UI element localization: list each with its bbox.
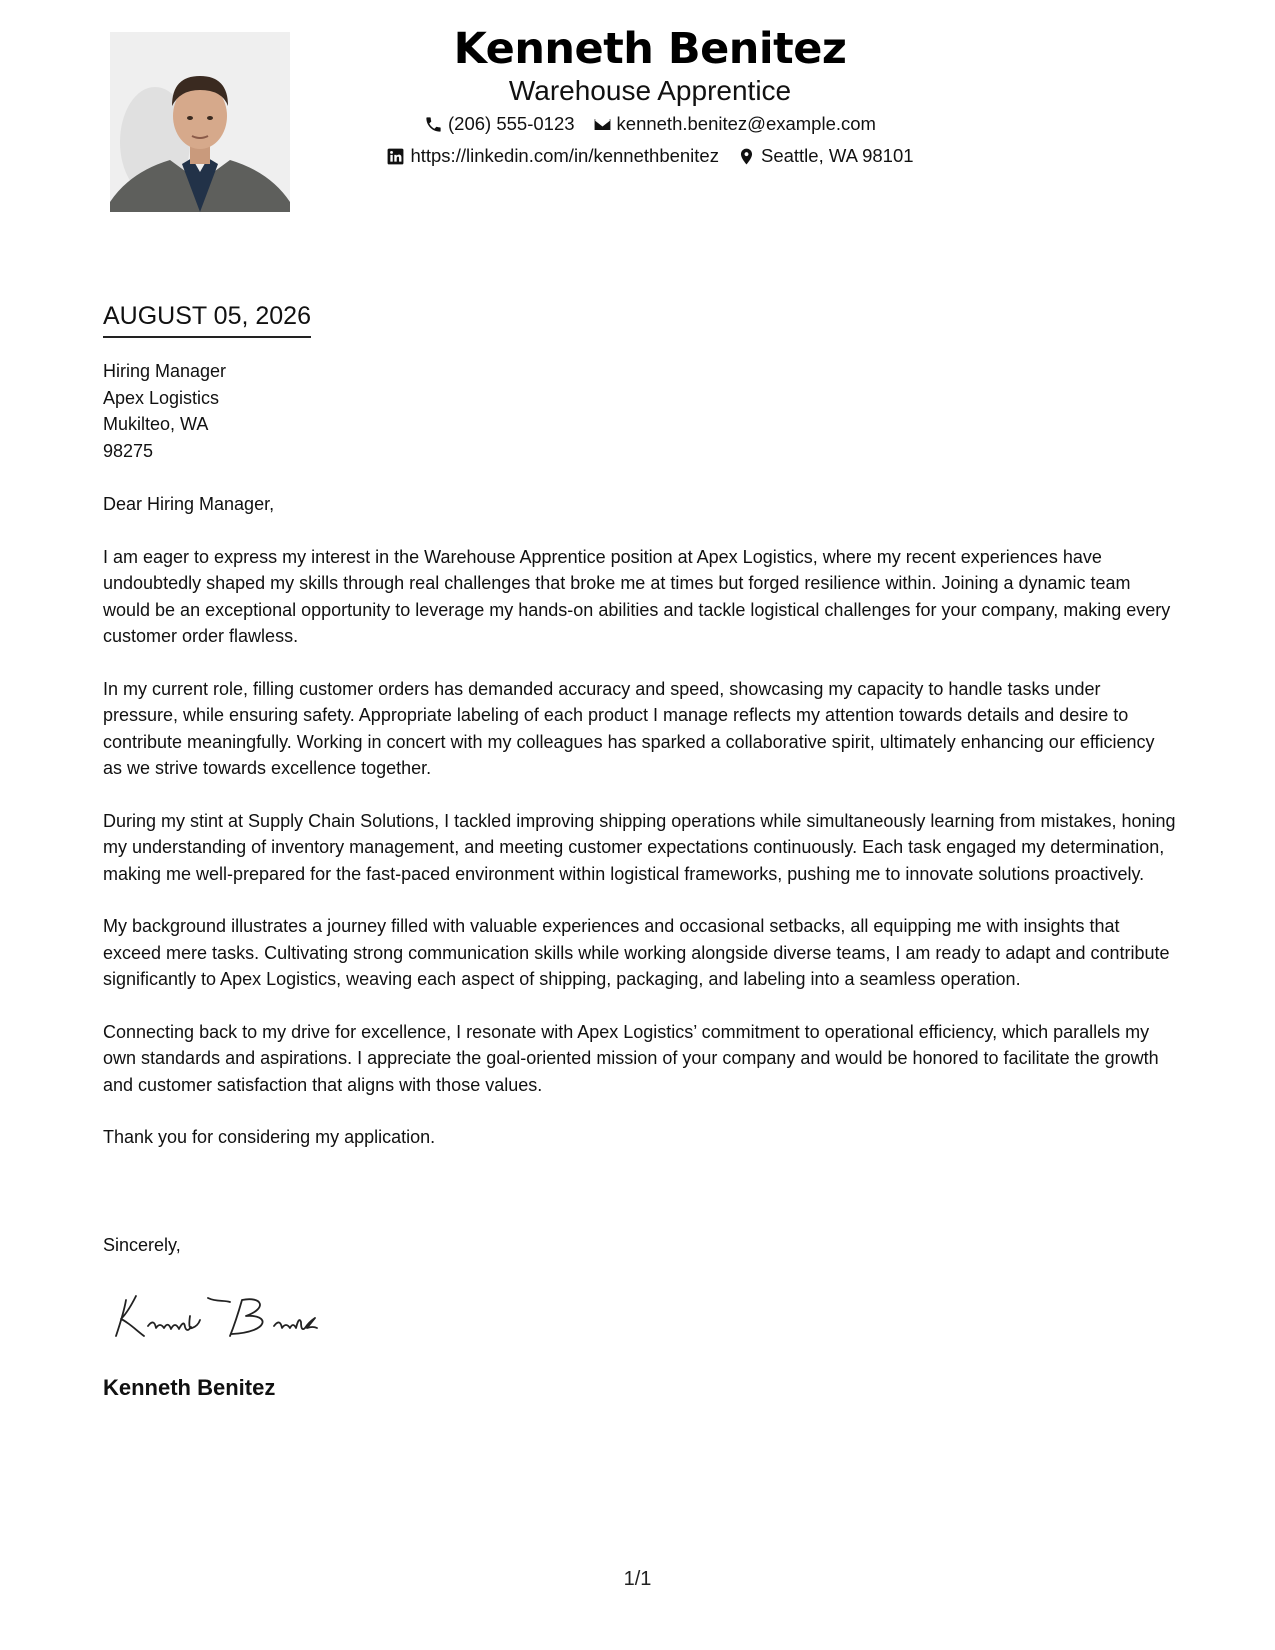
location-text: Seattle, WA 98101 [760, 145, 914, 166]
contact-row-2 [320, 140, 980, 172]
map-pin-icon [737, 147, 756, 166]
envelope-icon [593, 115, 612, 134]
letter-header [320, 22, 980, 172]
location-contact [737, 140, 914, 172]
email-text: kenneth.benitez@example.com [616, 113, 876, 134]
body-paragraph: Connecting back to my drive for excellence, I resonate with Apex Logistics’ commitment to operational efficiency, which parallels my own standards and aspirations. I appreciate the goal-oriented mission of your company and would be honored to facilitate the growth and customer satisfaction that aligns with those values. [103, 1021, 1159, 1095]
recipient-block [103, 358, 1178, 464]
body-paragraph: I am eager to express my interest in the Warehouse Apprentice position at Apex Logistics, where my recent experiences have undoubtedly shaped my skills through real challenges that broke me at times but forged resilience within. Joining a dynamic team would be an exceptional opportunity to leverage my hands-on abilities and tackle logistical challenges for your company, making every customer order flawless. [103, 546, 1171, 646]
recipient-line: Hiring Manager [103, 361, 227, 381]
recipient-line: Mukilteo, WA [103, 414, 209, 434]
signer-name: Kenneth Benitez [103, 1375, 276, 1400]
applicant-name: Kenneth Benitez [453, 24, 847, 74]
signature-graphic [112, 1286, 362, 1346]
recipient-line: Apex Logistics [103, 387, 220, 408]
linkedin-icon [386, 147, 405, 166]
letter-content [103, 358, 1178, 1151]
recipient-line: 98275 [103, 440, 154, 461]
linkedin-text: https://linkedin.com/in/kennethbenitez [410, 145, 719, 166]
job-title: Warehouse Apprentice [508, 75, 792, 106]
body-paragraph: Thank you for considering my application. [103, 1127, 436, 1147]
profile-photo [110, 32, 290, 212]
phone-text: (206) 555-0123 [448, 113, 575, 134]
phone-contact[interactable] [424, 108, 575, 140]
body-paragraph: My background illustrates a journey filled with valuable experiences and occasional setbacks, all equipping me with insights that exceed mere tasks. Cultivating strong communication skills while working alongside diverse teams, I am ready to adapt and contribute significantly to Apex Logistics, weaving each aspect of shipping, packaging, and labeling into a seamless operation. [103, 916, 1170, 989]
linkedin-contact[interactable] [386, 140, 719, 172]
email-contact[interactable] [593, 108, 876, 140]
closing: Sincerely, [103, 1235, 181, 1255]
contact-row-1 [320, 108, 980, 140]
profile-photo-illustration [110, 32, 290, 212]
letter-date: AUGUST 05, 2026 [103, 300, 311, 338]
body-paragraph: In my current role, filling customer orders has demanded accuracy and speed, showcasing my capacity to handle tasks under pressure, while ensuring safety. Appropriate labeling of each product I manage reflects my attention towards details and desire to contribute meaningfully. Working in concert with my colleagues has sparked a collaborative spirit, ultimately enhancing our efficiency as we strive towards excellence together. [103, 678, 1155, 778]
phone-icon [424, 115, 443, 134]
salutation: Dear Hiring Manager, [103, 494, 275, 514]
letter-body [103, 544, 1178, 1151]
body-paragraph: During my stint at Supply Chain Solutions, I tackled improving shipping operations while simultaneously learning from mistakes, honing my understanding of inventory management, and meeting customer expectations continuously. Each task engaged my determination, making me well-prepared for the fast-paced environment within logistical frameworks, pushing me to innovate solutions proactively. [103, 810, 1176, 884]
handwritten-signature [112, 1286, 362, 1346]
page-number: 1/1 [623, 1568, 652, 1590]
